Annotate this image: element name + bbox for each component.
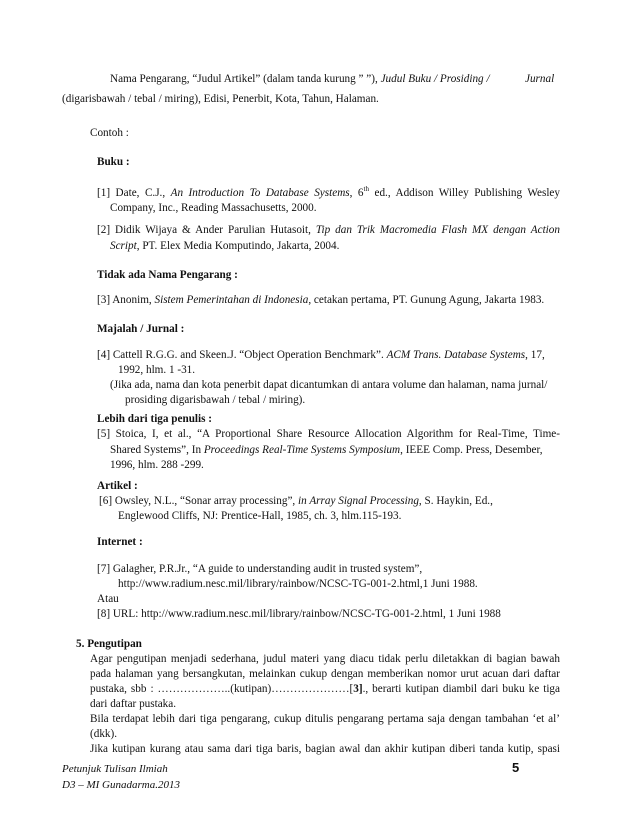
section-5-paragraph-line-3: pustaka, sbb : ………………..(kutipan)…………………[3]., berarti kutipan diambil dari buku ke tiga — [90, 683, 560, 695]
reference-5-line-3: 1996, hlm. 288 -299. — [110, 459, 204, 471]
reference-2-line-2: Script, PT. Elex Media Komputindo, Jakarta, 2004. — [110, 240, 340, 252]
section-5-paragraph-3-line-1: Jika kutipan kurang atau sama dari tiga baris, bagian awal dan akhir kutipan diberi tanda kutip, spasi — [90, 743, 560, 755]
reference-3: [3] Anonim, Sistem Pemerintahan di Indonesia, cetakan pertama, PT. Gunung Agung, Jakarta 1983. — [97, 294, 545, 306]
reference-4-line-2: 1992, hlm. 1 -31. — [118, 364, 196, 376]
reference-2-line-1: [2] Didik Wijaya & Ander Parulian Hutasoit, Tip dan Trik Macromedia Flash MX dengan Action — [97, 224, 560, 236]
reference-7-line-2: http://www.radium.nesc.mil/library/rainbow/NCSC-TG-001-2.html,1 Juni 1988. — [118, 578, 478, 590]
reference-1-line-2: Company, Inc., Reading Massachusetts, 2000. — [110, 202, 317, 214]
heading-majalah-jurnal: Majalah / Jurnal : — [97, 323, 185, 335]
format-intro-line-2: (digarisbawah / tebal / miring), Edisi, Penerbit, Kota, Tahun, Halaman. — [62, 93, 379, 105]
section-5-paragraph-2-line-2: (dkk). — [90, 728, 118, 740]
heading-artikel: Artikel : — [97, 480, 138, 492]
heading-buku: Buku : — [97, 156, 130, 168]
reference-5-line-1: [5] Stoica, I, et al., “A Proportional Share Resource Allocation Algorithm for Real-Time, Time- — [97, 428, 560, 440]
footer-title: Petunjuk Tulisan Ilmiah — [62, 763, 168, 775]
heading-lebih-dari-tiga-penulis: Lebih dari tiga penulis : — [97, 413, 213, 425]
heading-internet: Internet : — [97, 536, 143, 548]
journal-note-line-2: prosiding digarisbawah / tebal / miring). — [125, 394, 306, 406]
reference-6-line-2: Englewood Cliffs, NJ: Prentice-Hall, 1985, ch. 3, hlm.115-193. — [118, 510, 402, 522]
format-intro-jurnal: Jurnal — [525, 73, 555, 85]
section-5-heading: 5. Pengutipan — [76, 638, 142, 650]
footer-subtitle: D3 – MI Gunadarma.2013 — [62, 779, 180, 791]
format-intro-line-1: Nama Pengarang, “Judul Artikel” (dalam tanda kurung ” ”), Judul Buku / Prosiding / — [110, 73, 490, 85]
section-5-paragraph-line-1: Agar pengutipan menjadi sederhana, judul materi yang diacu tidak perlu diletakkan di bagian bawah — [90, 653, 560, 665]
reference-7-line-1: [7] Galagher, P.R.Jr., “A guide to understanding audit in trusted system”, — [97, 563, 423, 575]
reference-6-line-1: [6] Owsley, N.L., “Sonar array processing”, in Array Signal Processing, S. Haykin, Ed., — [99, 495, 493, 507]
reference-4-line-1: [4] Cattell R.G.G. and Skeen.J. “Object Operation Benchmark”. ACM Trans. Database Systems, 17, — [97, 349, 545, 361]
section-5-paragraph-2-line-1: Bila terdapat lebih dari tiga pengarang, cukup ditulis pengarang pertama saja dengan tambahan ‘et al’ — [90, 713, 560, 725]
reference-8: [8] URL: http://www.radium.nesc.mil/library/rainbow/NCSC-TG-001-2.html, 1 Juni 1988 — [97, 608, 501, 620]
page-number: 5 — [512, 760, 520, 775]
heading-tanpa-pengarang: Tidak ada Nama Pengarang : — [97, 269, 238, 281]
contoh-label: Contoh : — [90, 127, 129, 139]
reference-5-line-2: Shared Systems”, In Proceedings Real-Time Systems Symposium, IEEE Comp. Press, Desember, — [110, 444, 543, 456]
reference-1-line-1: [1] Date, C.J., An Introduction To Database Systems, 6th ed., Addison Willey Publishing Wesley — [97, 185, 560, 199]
journal-note-line-1: (Jika ada, nama dan kota penerbit dapat dicantumkan di antara volume dan halaman, nama jurnal/ — [110, 379, 548, 391]
atau-label: Atau — [97, 593, 119, 605]
section-5-paragraph-line-2: pada halaman yang bersangkutan, melainkan cukup dengan memberikan nomor urut acuan dari daftar — [90, 668, 560, 680]
section-5-paragraph-line-4: dari daftar pustaka. — [90, 698, 177, 710]
